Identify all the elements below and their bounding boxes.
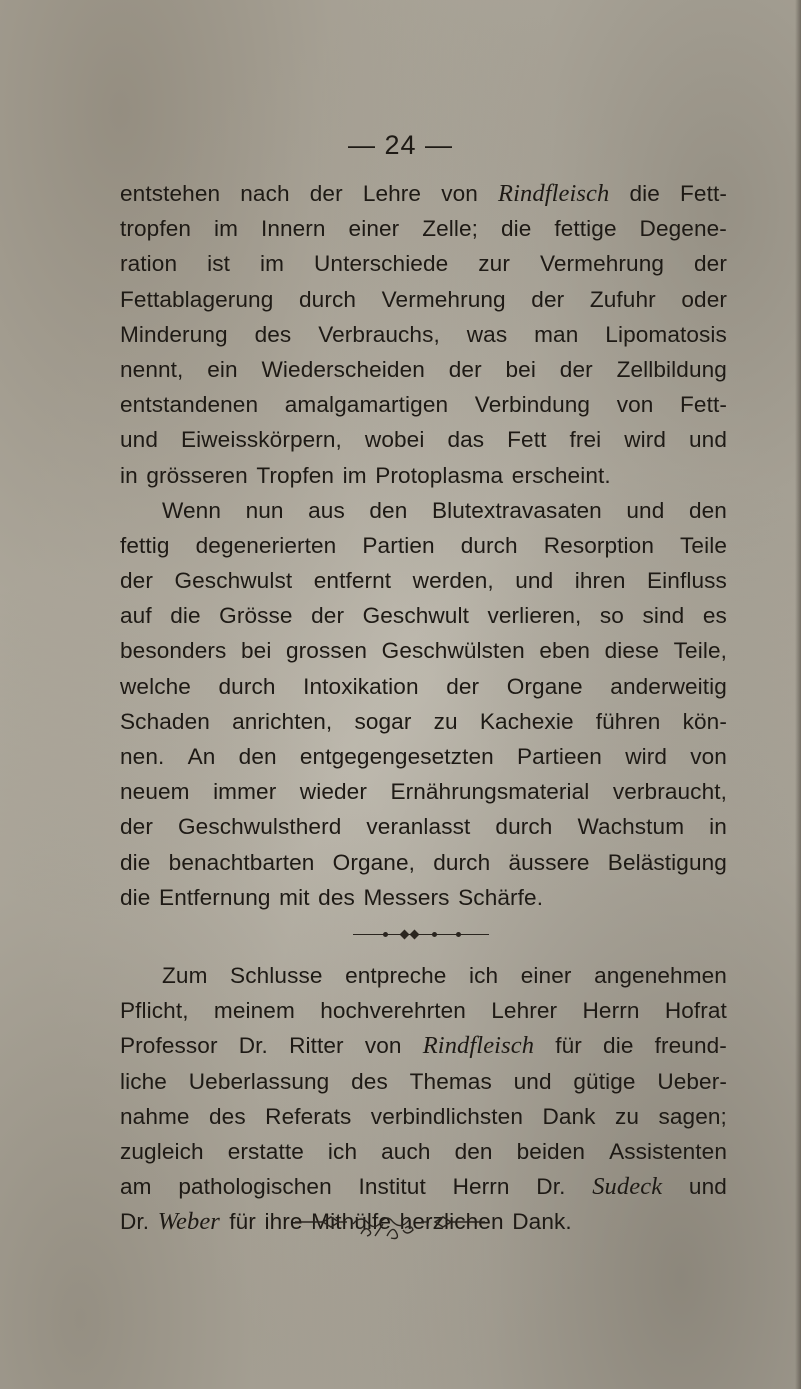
word: Minderung	[120, 321, 228, 347]
text-line	[120, 993, 727, 1028]
section-divider-ornament	[120, 915, 727, 958]
word: von	[441, 181, 478, 206]
word: Fett-	[680, 392, 727, 418]
word: so	[599, 603, 624, 629]
word: Lehre	[362, 181, 422, 206]
word: durch	[460, 532, 518, 558]
word: es	[702, 603, 727, 629]
word: Ritter	[289, 1033, 344, 1059]
word: werden,	[412, 568, 494, 594]
paragraph-2	[120, 493, 727, 915]
word: der	[309, 181, 343, 206]
word: immer	[213, 779, 277, 805]
word: Pflicht,	[120, 998, 189, 1024]
text-line	[120, 1134, 727, 1169]
text-line	[120, 317, 727, 352]
word: die	[500, 216, 532, 242]
word: Innern	[260, 216, 326, 242]
word: ihren	[574, 568, 626, 594]
word: durch	[218, 673, 276, 699]
word: sind	[642, 603, 685, 629]
word: des	[318, 884, 355, 910]
word: einer	[348, 216, 400, 242]
word: die	[170, 603, 201, 629]
word: zugleich	[120, 1138, 204, 1164]
word: Geschwulstherd	[177, 814, 342, 840]
word: Rindfleisch	[422, 1032, 535, 1060]
text-line	[120, 669, 727, 704]
word: der	[120, 568, 153, 594]
word: Lipomatosis	[605, 321, 727, 347]
word: Teile	[680, 532, 727, 558]
word: wird	[624, 427, 667, 453]
word: durch	[298, 286, 357, 312]
word: man	[534, 321, 579, 347]
word: ich	[469, 962, 499, 988]
word: Wenn	[162, 497, 222, 523]
text-line	[120, 352, 727, 387]
word: für	[555, 1033, 582, 1059]
text-line	[120, 387, 727, 422]
word: liche	[120, 1068, 167, 1094]
word: Degene-	[639, 216, 727, 242]
word: Schärfe.	[458, 884, 544, 910]
word: des	[254, 321, 292, 347]
text-line	[120, 211, 727, 246]
word: im	[213, 216, 239, 242]
word: der	[559, 356, 593, 382]
word: wieder	[299, 779, 367, 805]
word: fettige	[554, 216, 617, 242]
word: grösseren	[146, 462, 248, 488]
word: der	[448, 356, 482, 382]
word: nahme	[120, 1103, 190, 1129]
word: entstehen	[120, 181, 221, 206]
word: Fett	[507, 427, 547, 453]
word: anderweitig	[610, 673, 727, 699]
text-line	[120, 246, 727, 281]
word: bei	[240, 638, 272, 664]
word: ihre	[264, 1209, 303, 1235]
word: was	[466, 321, 508, 347]
word: Zum	[162, 962, 208, 988]
word: Intoxikation	[303, 673, 419, 699]
word: und	[689, 427, 727, 453]
word: der	[446, 673, 480, 699]
word: wird	[625, 744, 668, 769]
word: Grösse	[219, 603, 293, 629]
word: zur	[478, 251, 510, 277]
word: des	[209, 1103, 246, 1129]
word: wobei	[364, 427, 425, 453]
word: gütige	[573, 1068, 636, 1094]
word: für	[229, 1209, 256, 1235]
word: der	[694, 251, 727, 277]
word: angenehmen	[594, 962, 727, 988]
text-line	[120, 845, 727, 880]
paragraph-1	[120, 176, 727, 493]
word: fettig	[120, 532, 170, 558]
word: und	[513, 1068, 552, 1094]
word: Kachexie	[479, 708, 574, 734]
text-line	[120, 774, 727, 809]
word: den	[688, 497, 727, 523]
word: die	[603, 1033, 634, 1059]
word: die	[120, 849, 151, 875]
word: Wachstum	[577, 814, 685, 840]
word: veranlasst	[366, 814, 471, 840]
word: von	[690, 744, 727, 769]
text-line	[120, 704, 727, 739]
word: Herrn	[582, 998, 640, 1024]
word: Protoplasma	[375, 462, 504, 488]
word: Eiweisskörpern,	[180, 427, 342, 453]
word: Fett-	[680, 181, 727, 206]
word: Vermehrung	[539, 251, 665, 277]
word: tropfen	[120, 216, 192, 242]
end-ornament	[0, 1212, 801, 1242]
word: durch	[433, 849, 491, 875]
word: von	[364, 1033, 402, 1059]
text-line	[120, 458, 727, 493]
word: Entfernung	[159, 884, 271, 910]
word: führen	[595, 708, 661, 734]
word: Ueber-	[657, 1068, 727, 1094]
word: degenerierten	[195, 532, 337, 558]
word: oder	[681, 286, 727, 312]
word: Rindfleisch	[498, 180, 610, 207]
word: Lehrer	[491, 998, 558, 1024]
word: Referats	[265, 1103, 352, 1129]
word: einer	[520, 962, 572, 988]
word: Tropfen	[256, 462, 335, 488]
word: Organe	[506, 673, 583, 699]
word: aus	[308, 497, 345, 523]
word: im	[259, 251, 285, 277]
word: frei	[569, 427, 602, 453]
body-text	[120, 176, 727, 1239]
word: Hofrat	[664, 998, 727, 1024]
word: in	[709, 814, 727, 840]
word: der	[531, 286, 565, 312]
word: den	[369, 497, 408, 523]
word: ration	[120, 251, 178, 277]
word: Schaden	[120, 708, 210, 734]
word: bei	[505, 356, 536, 382]
word: pathologischen	[178, 1174, 332, 1200]
word: Zellbildung	[616, 356, 727, 382]
word: Ueberlassung	[188, 1068, 330, 1094]
word: Dr.	[120, 1209, 150, 1235]
word: in	[120, 462, 138, 488]
word: Unterschiede	[313, 251, 449, 277]
word: und	[626, 497, 665, 523]
word: Geschwult	[362, 603, 469, 629]
word: mit	[279, 884, 310, 910]
word: Institut	[358, 1174, 426, 1200]
word: diese	[604, 638, 660, 664]
word: Sudeck	[592, 1173, 663, 1201]
word: zu	[433, 708, 458, 734]
word: benachtbarten	[168, 849, 315, 875]
word: beiden	[516, 1138, 586, 1164]
word: der	[120, 814, 153, 840]
word: Herrn	[452, 1174, 510, 1200]
word: An	[187, 744, 216, 769]
word: entgegengesetzten	[299, 744, 494, 769]
word: Belästigung	[607, 849, 727, 875]
word: und	[120, 427, 158, 453]
word: den	[454, 1138, 493, 1164]
text-line	[120, 1099, 727, 1134]
word: hochverehrten	[320, 998, 466, 1024]
word: zu	[615, 1103, 640, 1129]
word: Einfluss	[647, 568, 727, 594]
text-line	[120, 563, 727, 598]
page-number: — 24 —	[347, 130, 454, 160]
word: welche	[120, 673, 191, 699]
word: Vermehrung	[381, 286, 506, 312]
word: Dr.	[536, 1174, 566, 1200]
word: entpreche	[345, 962, 447, 988]
text-line	[120, 1028, 727, 1063]
word: durch	[495, 814, 553, 840]
word: verlieren,	[487, 603, 582, 629]
text-line	[120, 809, 727, 844]
word: Verbrauchs,	[318, 321, 440, 347]
word: auch	[381, 1138, 431, 1164]
word: kön-	[682, 708, 727, 734]
word: neuem	[120, 779, 190, 805]
text-line	[120, 528, 727, 563]
page-edge-shadow	[795, 0, 801, 1389]
word: die	[629, 181, 660, 206]
word: Schlusse	[230, 962, 323, 988]
text-line	[120, 880, 727, 915]
word: sagen;	[658, 1103, 727, 1129]
word: der	[311, 603, 345, 629]
word: Geschwülsten	[381, 638, 525, 664]
word: meinem	[213, 998, 295, 1024]
text-line	[120, 282, 727, 317]
word: und	[515, 568, 554, 594]
word: Partien	[362, 532, 435, 558]
word: Resorption	[543, 532, 654, 558]
word: das	[447, 427, 485, 453]
word: Verbindung	[474, 392, 591, 418]
word: und	[688, 1174, 727, 1200]
word: Dank.	[512, 1209, 572, 1235]
word: amalgamartigen	[284, 392, 449, 418]
word: besonders	[120, 638, 227, 664]
text-line	[120, 422, 727, 457]
word: Weber	[157, 1208, 220, 1236]
word: am	[120, 1174, 152, 1200]
word: Blutextravasaten	[431, 497, 602, 523]
word: freund-	[654, 1033, 727, 1059]
word: den	[238, 744, 277, 769]
paragraph-3	[120, 958, 727, 1240]
word: anrichten,	[232, 708, 333, 734]
word: ich	[327, 1138, 358, 1164]
word: Ernährungsmaterial	[390, 779, 590, 805]
word: Mithülfe	[311, 1209, 392, 1235]
word: herzlichen	[399, 1209, 504, 1235]
word: erstatte	[227, 1138, 304, 1164]
flourish-icon	[295, 1212, 495, 1242]
word: Partieen	[517, 744, 602, 769]
word: ein	[207, 356, 238, 382]
word: nach	[240, 181, 290, 206]
text-line	[120, 739, 727, 774]
word: Geschwulst	[174, 568, 293, 594]
word: nen.	[120, 744, 165, 769]
word: im	[342, 462, 367, 488]
word: auf	[120, 603, 152, 629]
word: Professor	[120, 1033, 218, 1059]
text-line	[120, 633, 727, 668]
word: sogar	[354, 708, 412, 734]
word: Messers	[363, 884, 450, 910]
text-line	[120, 1169, 727, 1204]
text-line	[120, 493, 727, 528]
word: Dank	[542, 1103, 596, 1129]
word: äussere	[508, 849, 590, 875]
word: eben	[539, 638, 590, 664]
word: Zufuhr	[589, 286, 656, 312]
text-line	[120, 958, 727, 993]
word: von	[616, 392, 654, 418]
word: entstandenen	[120, 392, 259, 418]
word: Organe,	[332, 849, 415, 875]
word: Themas	[409, 1068, 492, 1094]
word: verbraucht,	[612, 779, 727, 805]
word: Zelle;	[422, 216, 479, 242]
word: entfernt	[313, 568, 392, 594]
word: Teile,	[673, 638, 727, 664]
word: nun	[245, 497, 284, 523]
word: ist	[207, 251, 230, 277]
word: grossen	[286, 638, 368, 664]
text-line	[120, 1064, 727, 1099]
word: Fettablagerung	[120, 286, 274, 312]
word: verbindlichsten	[370, 1103, 524, 1129]
text-line	[120, 598, 727, 633]
word: Assistenten	[609, 1138, 727, 1164]
text-line	[120, 176, 727, 211]
word: Wiederscheiden	[261, 356, 425, 382]
word: die	[120, 884, 151, 910]
word: des	[351, 1068, 388, 1094]
word: nennt,	[120, 356, 184, 382]
word: Dr.	[238, 1033, 268, 1059]
word: erscheint.	[511, 462, 611, 488]
